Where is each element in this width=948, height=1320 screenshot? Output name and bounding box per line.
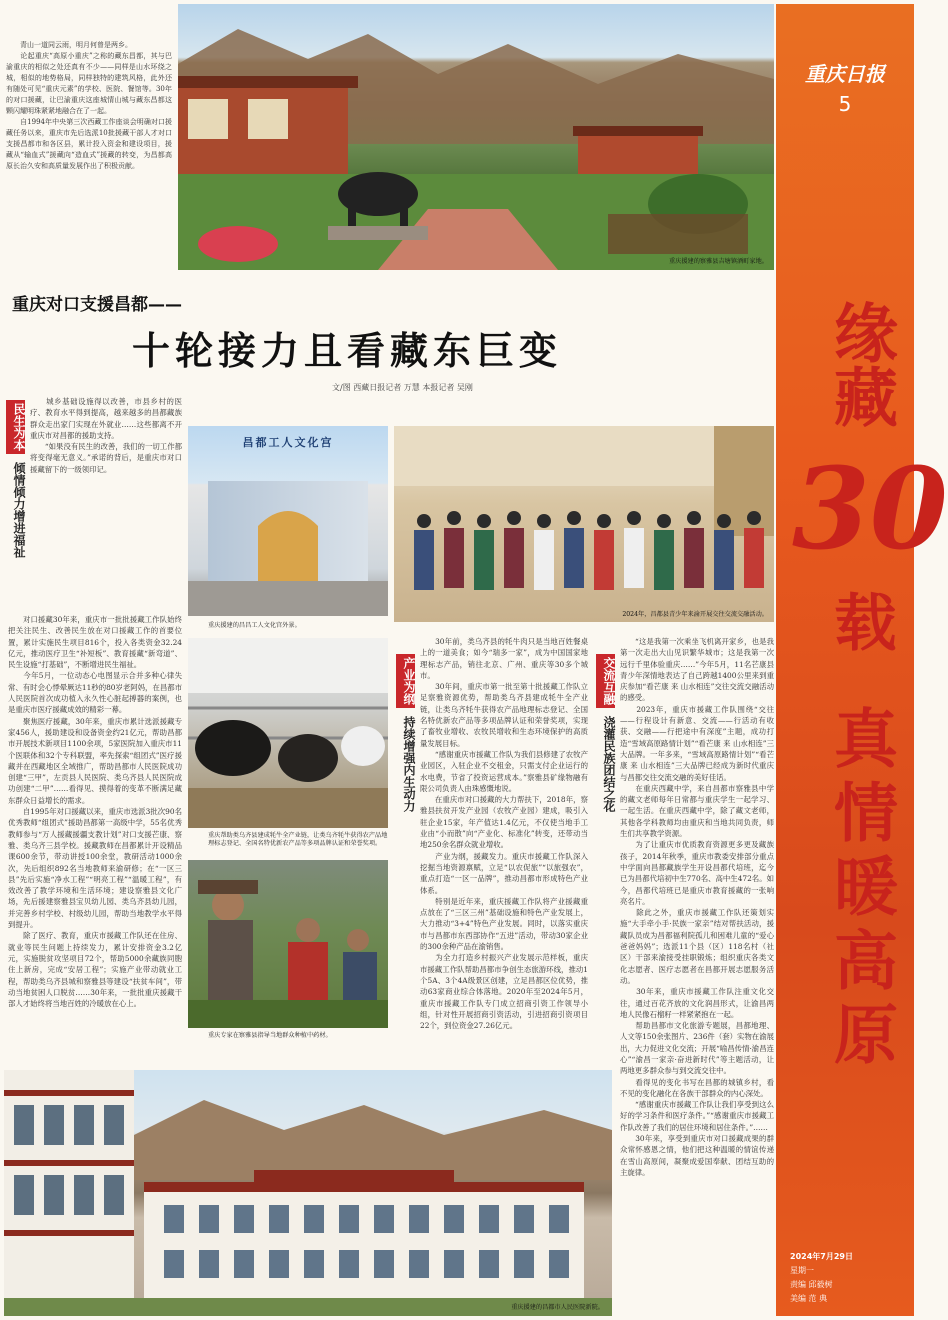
photo-hospital — [4, 1070, 612, 1316]
masthead-paper-name: 重庆日报 — [805, 62, 885, 86]
col1-top-text: 城乡基础设施得以改善，市县乡村的医疗、教育水平得到提高，越来越多的昌都藏族群众走出家门实现在外就业……这些都离不开重庆市对昌都的援助支持。 “如果没有民生的改善，我们的一切工作都将变得毫无意义。”承诺的背后，是重庆市对口援藏留下的一级领印记。 — [30, 397, 182, 474]
section-head-exchange: 浇灌民族团结之花 — [602, 716, 616, 812]
museum-sign: 昌都工人文化宫 — [242, 436, 334, 449]
caption-farmers: 重庆专家在察雅县指导当地群众种植中药材。 — [208, 1032, 332, 1039]
page-number: 5 — [838, 92, 852, 116]
banner-line2: 载 — [824, 590, 897, 652]
hospital-building-graphic — [4, 1070, 612, 1316]
garden-scene-graphic — [178, 4, 774, 270]
farmers-graphic — [188, 860, 388, 1028]
section-head-industry: 持续增强内生动力 — [402, 716, 416, 812]
top-photo-yak-sculpture-garden — [178, 4, 774, 270]
caption-hospital: 重庆援建的昌都市人民医院新院。 — [511, 1304, 604, 1311]
footer-date: 2024年7月29日 — [790, 1252, 853, 1261]
byline: 文/图 西藏日报记者 万慧 本报记者 吴刚 — [332, 383, 473, 392]
top-photo-caption: 重庆援建的察雅县吉塘镇酒町家地。 — [669, 258, 768, 265]
section-head-livelihood: 倾情倾力增进福祉 — [12, 462, 26, 558]
caption-kids: 2024年，昌都县青少年来渝开展交往交流交融活动。 — [622, 611, 768, 618]
section-tag-livelihood: 民生为本 — [6, 400, 25, 454]
section-tag-exchange: 交流互融 — [596, 654, 615, 708]
col3-text: “这是我第一次乘坐飞机离开家乡，也是我第一次走出大山见识繁华城市；这是我第一次远行千里体验重庆……”今年5月，11名芒康县青少年深情地表达了自己跨越1400公里来到重庆参加“看芒康 来 山水相连”交往交流交融活动的感受。 2023年，重庆市援藏工作队围绕“交往——行程设计有新意、交流——行活动有收获、交融——行把途中有深度”主题，成功打造“雪域高原路情计划”“看芒康 来 山水相连”三大品牌。一年多来，“雪域高原路情计划”“看芒康 来 山水相连”三大品牌已经成为新时代重庆与昌都交往交流交融的美好佳话。 在重庆西藏中学，来自昌都市察雅县中学的藏文老师每年日常都与重庆学生一起学习、一起生活。在重庆西藏中学，除了藏文老师，其他各学科教师均由重庆和当地共同负责，师生们共享教学资源。 为了让重庆市优质教育资源更多更及藏族孩子，2014年秋季，重庆市教委安排部分重点中学面向昌都藏族学生开设昌都代培班，迄今已为昌都代培初中生770名、高中生472名。如今，昌都代培班已是重庆市教育援藏的一张响亮名片。 除此之外，重庆市援藏工作队还策划实施“大手牵小手·民族一家亲”结对帮扶活动，援藏队员成为昌都福利院孤儿和困难儿童的“爱心爸爸妈妈”；选派11个县（区）118名村（社区）干部来渝接受挂职锻炼；组织重庆各类文化志愿者、医疗志愿者在昌都开展志愿服务活动。 30年来，重庆市援藏工作队注重文化交往，通过百花齐放的文化润昌形式，让渝昌两地人民像石榴籽一样紧紧抱在一起。 帮助昌都市文化旅游专题展，昌都地理、人文等150余张图片、236件（套）实物在渝展出，大力促进文化交流；开展“喻昌传情·渝昌连心”“渝昌一家亲·奋进新时代”等主题活动，让两地更多群众参与到交流交往中。 看得见的变化书写在昌都的城镇乡村，看不见的变化融化在各族干部群众的内心深处。 “感谢重庆市援藏工作队让我们享受到这么好的学习条件和医疗条件。”“感谢重庆市援藏工作队改善了我们的居住环境和居住条件。”…… 30年来，享受到重庆市对口援藏成果的群众常怀感恩之情，他们把这种温暖的情谊传递在雪山高原间，凝聚成爱国奉献、团结互助的主旋律。 — [620, 637, 774, 1177]
side-banner — [776, 4, 914, 1316]
footer-designer: 美编 范 典 — [790, 1294, 828, 1303]
col1-bottom-text: 对口援藏30年来，重庆市一批批援藏工作队始终把关注民生、改善民生放在对口援藏工作的首要位置，累计实施民生项目816个，投入各类资金32.24亿元，推动医疗卫生“补短板”、教育援藏“新弯道”、民生设施“打基础”，不断增进民生福祉。 今年5月，一位动态心电图显示合并多种心律失常、有时会心悸晕厥达11秒的80岁老阿妈，在昌都市人民医院首次成功植入永久性心脏起搏器的案例，也是重庆市医疗援藏成效的精彩一幕。 聚焦医疗援藏，30年来，重庆市累计选派援藏专家456人，援助建设和设备资金约21亿元，帮助昌都市开展技术新项目1100余项，5家医院加入重庆市11个医联体和32个专科联盟，率先探索“组团式”医疗援藏并在西藏地区全域推广，帮助昌都市人民医院成功创建“三甲”，左贡县人民医院、类乌齐县人民医院成功创建“二甲”……看得见、摸得着的变革不断满足藏东群众日益增长的需求。 自1995年对口援藏以来，重庆市选派3批次90名优秀教师“组团式”援助昌都第一高级中学，55名优秀教师参与“万人援藏援疆支教计划”对口支援芒康、察雅、类乌齐三县学校。援藏教师在昌都累计开设精品课600余节，带动讲授100余堂，教研活动1000余次，先后组织892名当地教师来渝研修；在“一区三县”先后实施“净水工程”“明亮工程”“温暖工程”，有效改善了教学环境和生活环境；建设察雅县文化广场，先后援建察雅县宝贝幼儿园、类乌齐县幼儿园，并完善乡村学校、村级幼儿园，帮助当地教学水平得到提升。 除了医疗、教育，重庆市援藏工作队还在住房、就业等民生问题上持续发力，累计安排资金3.2亿元，实施脱贫攻坚项目72个，帮助5000余藏族同胞住上新房，完成“安居工程”；实施产业带动就业工程，帮助类乌齐县城和察雅县等建设“扶贫车间”，带动当地贫困人口脱贫……30年来，一批批重庆援藏干部人才始终将当地百姓的冷暖放在心上。 — [8, 615, 183, 1009]
banner-line1: 缘藏 — [823, 300, 897, 428]
intro-text: 青山一道同云雨，明月何曾是两乡。 论起重庆“高原小重庆”之称的藏东昌都，其与巴渝重庆的相似之处还真有不少——同样是山水环绕之城，相似的地势格局，同样独特的建筑风格，此外还有随处可见“重庆元素”的学校、医院、餐馆等。30年的对口援藏，让巴渝重庆这座城情山城与藏东昌都这颗闪耀明珠紧紧地融合在了一起。 自1994年中央第三次西藏工作座谈会明确对口援藏任务以来，重庆市先后选派10批援藏干部人才对口支援昌都市和各区县，累计投入资金和建设项目，援藏从“输血式”援藏向“造血式”援藏的转变，为昌都高原长治久安和高质量发展作出了积极贡献。 — [6, 41, 172, 170]
banner-number: 30 — [792, 444, 948, 575]
footer-editor: 责编 邱毅树 — [790, 1280, 833, 1289]
caption-yak: 重庆帮助类乌齐县建成牦牛全产业链，让类乌齐牦牛获得农产品地理标志登记、全国名特优新农产品等多项品牌认证和荣誉奖项。 — [208, 832, 388, 847]
museum-building-graphic — [188, 426, 388, 616]
kids-group-graphic — [394, 426, 774, 622]
banner-line3: 真情暖高原 — [823, 705, 897, 1075]
photo-kids-exchange — [394, 426, 774, 622]
footer-weekday: 星期一 — [790, 1266, 814, 1275]
photo-workers-cultural-palace — [188, 426, 388, 616]
section-tag-industry: 产业为纲 — [396, 654, 415, 708]
caption-museum: 重庆援建的昌昌工人文化宫外景。 — [208, 622, 301, 629]
photo-farmers-herbs — [188, 860, 388, 1028]
yak-graphic — [188, 638, 388, 828]
kicker: 重庆对口支援昌都—— — [12, 295, 182, 315]
photo-yak-farm — [188, 638, 388, 828]
headline: 十轮接力且看藏东巨变 — [132, 329, 563, 373]
footer-block — [790, 1250, 910, 1306]
col2-text: 30年前，类乌齐县的牦牛肉只是当地百姓餐桌上的一道美食；如今“瑞多一家”，成为中国国家地理标志产品，销往北京、广州、重庆等30多个城市。 30年间，重庆市第一批至第十批援藏工作队立足察雅资源优势，帮助类乌齐县建成牦牛全产业链，让类乌齐牦牛获得农产品地理标志登记、全国名特优新农产品等多项品牌认证和荣誉奖项，实现了畜牧业增收、农牧民增收和生态环境保护的高质量发展目标。 “感谢重庆市援藏工作队为我们县修建了农牧产业园区，入驻企业不交租金，只需支付企业运行的水电费，节省了投资运营成本。”察雅县矿缘物融有限公司负责人由珠感慨地说。 在重庆市对口援藏的大力帮扶下，2018年，察雅县扶贫开发产业园（农牧产业园）建成，吸引入驻企业15家，年产值达1.4亿元，不仅使当地手工业由“小而散”向“产业化、标准化”转变，还带动当地250余名群众就业增收。 产业为纲，援藏发力。重庆市援藏工作队深入挖掘当地资源禀赋，立足“以农促旅”“以旅强农”，重点打造“一区一品牌”，推动昌都市形成特色产业体系。 特别是近年来，重庆援藏工作队将产业援藏重点放在了“三区三州”基础设施和特色产业发展上，大力推动“3+4”特色产业发展。同时，以落实重庆市与昌都市东西部协作“五进”活动，带动30家企业的300余种产品在渝销售。 为全力打造乡村振兴产业发展示范样板，重庆市援藏工作队帮助昌都市争创生态旅游环线，推动1个5A、3个4A级景区创建，立足昌都区位优势，推动63家商业综合体落地。2020年至2024年5月，重庆市援藏工作队专门成立招商引资工作领导小组，针对性开展招商引资活动，引进招商引资项目22个，到位资金27.26亿元。 — [420, 637, 588, 1031]
